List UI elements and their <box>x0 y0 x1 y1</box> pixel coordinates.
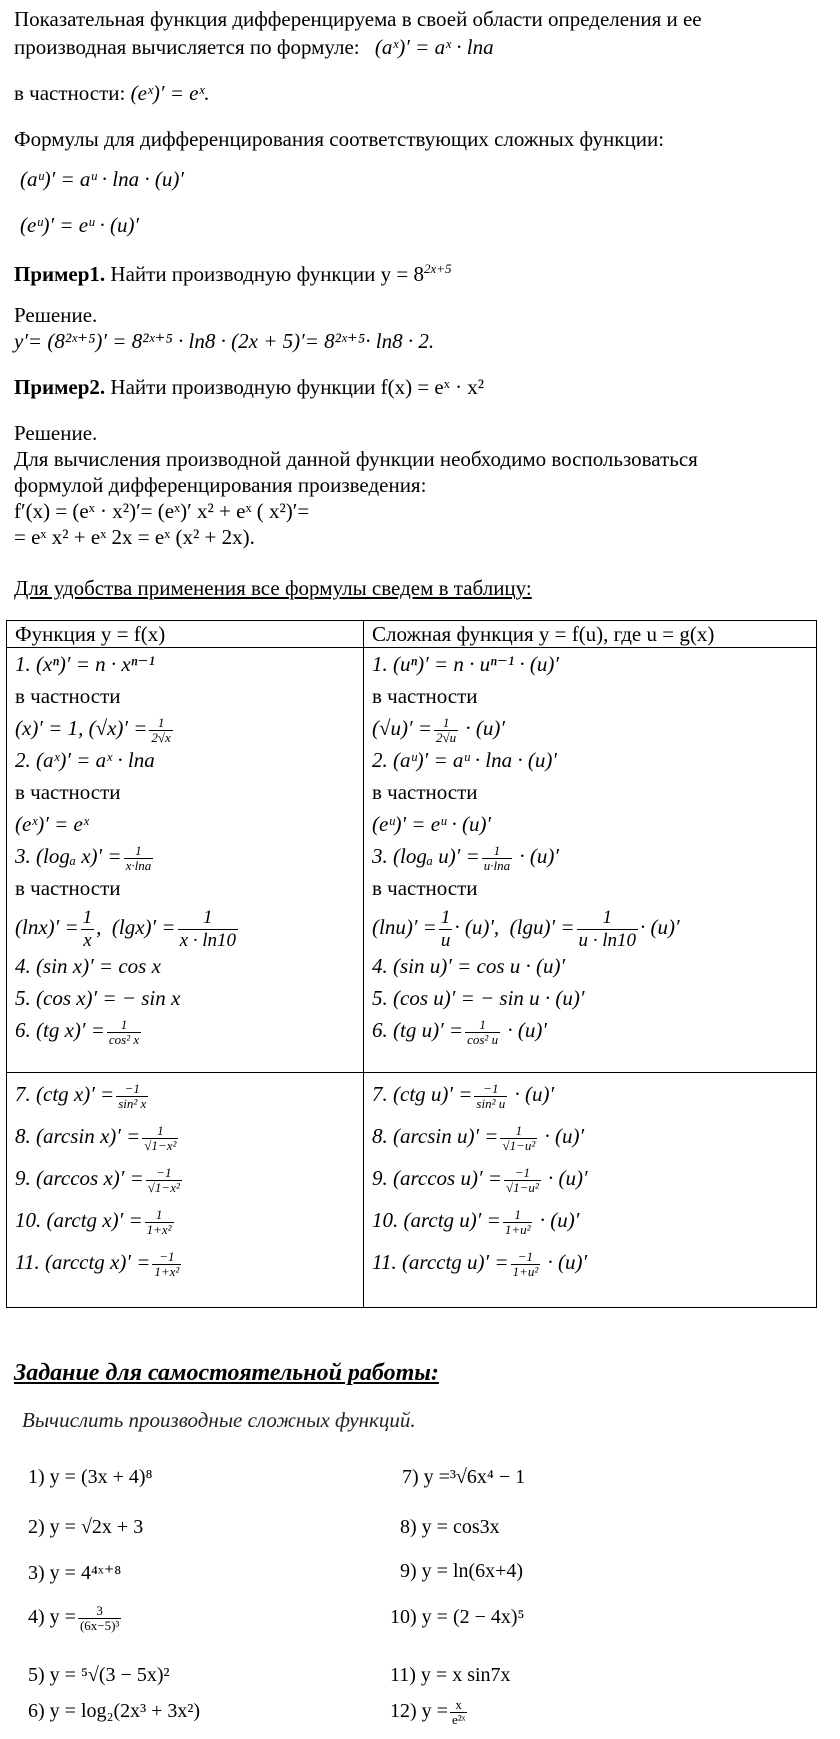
formula-sin-u: 4. (sin u)′ = cos u · (u)′ <box>372 954 566 978</box>
table-cell-left-1 <box>7 648 364 1073</box>
exercise-3: 3) y = 4⁴ˣ⁺⁸ <box>28 1562 122 1584</box>
intro-line1: Показательная функция дифференцируема в своей области определения и ее <box>14 7 702 31</box>
in-particular: в частности <box>15 876 121 900</box>
formula-sin: 4. (sin x)′ = cos x <box>15 954 161 978</box>
example2-s1: Для вычисления производной данной функции необходимо воспользоваться <box>14 447 698 471</box>
formula-ctg-u: 7. (ctg u)′ = $\frac{-1}{\text{sin² u}}$ · (u)′ <box>372 1080 555 1111</box>
formula-power: 1. (xⁿ)′ = n · xⁿ⁻¹ <box>15 652 155 676</box>
formula-power-u: 1. (uⁿ)′ = n · uⁿ⁻¹ · (u)′ <box>372 652 559 676</box>
formula-tg: 6. (tg x)′ = $\frac{1}{\text{cos² x}}$ <box>15 1016 140 1047</box>
example1-solution: y′= (8²ˣ⁺⁵)′ = 8²ˣ⁺⁵ · ln8 · (2x + 5)′= 8²ˣ⁺⁵· ln8 · 2. <box>14 329 435 353</box>
example2-s4: = eˣ x² + eˣ 2x = eˣ (x² + 2x). <box>14 525 255 549</box>
exercise-2: 2) y = √2x + 3 <box>28 1516 144 1538</box>
formula-ctg: 7. (ctg x)′ = $\frac{-1}{\text{sin² x}}$ <box>15 1080 147 1111</box>
formula-exp-a-u: 2. (aᵘ)′ = aᵘ · lna · (u)′ <box>372 748 557 772</box>
in-particular: в частности <box>372 780 478 804</box>
formula-log: 3. (logₐ x)′ = $\frac{1}{x\cdot\ln a}$ <box>15 842 152 873</box>
exercise-6: 6) y = log₂(2x³ + 3x²) <box>28 1700 201 1722</box>
in-particular: в частности <box>15 684 121 708</box>
example1-label: Пример1. <box>14 262 106 286</box>
formula-tg-u: 6. (tg u)′ = $\frac{1}{\text{cos² u}}$ · (u)′ <box>372 1016 547 1047</box>
intro-line3-text: в частности: <box>14 81 126 105</box>
exercise-7: 7) y =³√6x⁴ − 1 <box>402 1466 526 1488</box>
formula-exp-a: 2. (aˣ)′ = aˣ · lna <box>15 748 155 772</box>
intro-line4: Формулы для дифференцирования соответствующих сложных функции: <box>14 127 665 151</box>
exercise-11: 11) y = x sin7x <box>390 1664 511 1686</box>
intro-line2 <box>14 34 494 60</box>
table-intro: Для удобства применения все формулы сведем в таблицу: <box>14 576 532 600</box>
formula-au: (aᵘ)′ = aᵘ · lna · (u)′ <box>20 167 184 191</box>
task-subtitle: Вычислить производные сложных функций. <box>22 1408 416 1432</box>
example1-solution-label: Решение. <box>14 303 98 327</box>
exercise-8: 8) y = cos3x <box>400 1516 500 1538</box>
formula-arcsin-u: 8. (arcsin u)′ = $\frac{1}{\text{√1−u²}}$ · (u)′ <box>372 1122 585 1153</box>
formula-arctg-u: 10. (arctg u)′ = $\frac{1}{\text{1+u²}}$ · (u)′ <box>372 1206 580 1237</box>
in-particular: в частности <box>15 780 121 804</box>
table-cell-right-1 <box>364 648 817 1073</box>
example1-text: Найти производную функции y = 8 <box>105 262 424 286</box>
intro-line2-text: производная вычисляется по формуле: <box>14 35 360 59</box>
exercise-12: 12) y = $\frac{x}{\text{e²ˣ}}$ <box>390 1697 466 1727</box>
derivatives-table <box>6 620 817 1308</box>
table-head-left: Функция y = f(x) <box>7 621 364 648</box>
formula-ln-lg: (lnx)′ = $\frac{1}{x}$ , (lgx)′ = $\frac{1}{x \cdot \ln 10}$ <box>15 906 237 951</box>
table-head-right: Сложная функция y = f(u), где u = g(x) <box>364 621 817 648</box>
example2-solution-label: Решение. <box>14 421 98 445</box>
formula-cos: 5. (cos x)′ = − sin x <box>15 986 181 1010</box>
example2-label: Пример2. <box>14 375 106 399</box>
formula-exp-e: (eˣ)′ = eˣ <box>15 812 89 836</box>
table-cell-left-2 <box>7 1073 364 1308</box>
formula-arctg: 10. (arctg x)′ = $\frac{1}{\text{1+x²}}$ <box>15 1206 172 1237</box>
formula-arcctg-u: 11. (arcctg u)′ = $\frac{-1}{\text{1+u²}}$ · (u)′ <box>372 1248 588 1279</box>
intro-line3 <box>14 80 210 106</box>
example2-s3: f′(x) = (eˣ · x²)′= (eˣ)′ x² + eˣ ( x²)′= <box>14 499 310 523</box>
formula-sqrt-u: (√u)′ = $\frac{1}{2√u}$ · (u)′ <box>372 714 506 745</box>
example1-exp: 2x+5 <box>423 261 452 276</box>
formula-sqrt: (x)′ = 1, (√x)′ = $\frac{1}{2√x}$ <box>15 714 171 745</box>
example1-task <box>14 256 452 287</box>
in-particular: в частности <box>372 876 478 900</box>
formula-exp-e-u: (eᵘ)′ = eᵘ · (u)′ <box>372 812 492 836</box>
formula-cos-u: 5. (cos u)′ = − sin u · (u)′ <box>372 986 585 1010</box>
exercise-5: 5) y = ⁵√(3 − 5x)² <box>28 1664 170 1686</box>
example2-s2: формулой дифференцирования произведения: <box>14 473 427 497</box>
formula-eu: (eᵘ)′ = eᵘ · (u)′ <box>20 213 140 237</box>
intro-line3-formula: (eˣ)′ = eˣ. <box>130 81 210 105</box>
exercise-9: 9) y = ln(6x+4) <box>400 1560 524 1582</box>
formula-arcsin: 8. (arcsin x)′ = $\frac{1}{\text{√1−x²}}$ <box>15 1122 177 1153</box>
exercise-1: 1) y = (3x + 4)⁸ <box>28 1466 153 1488</box>
formula-arccos: 9. (arccos x)′ = $\frac{-1}{\text{√1−x²}}$ <box>15 1164 180 1195</box>
formula-arccos-u: 9. (arccos u)′ = $\frac{-1}{\text{√1−u²}}$ · (u)′ <box>372 1164 588 1195</box>
intro-line2-formula: (aˣ)′ = aˣ · lna <box>374 35 494 59</box>
in-particular: в частности <box>372 684 478 708</box>
formula-arcctg: 11. (arcctg x)′ = $\frac{-1}{\text{1+x²}}$ <box>15 1248 180 1279</box>
example2-task <box>14 374 484 400</box>
formula-ln-lg-u: (lnu)′ = $\frac{1}{u}$ · (u)′, (lgu)′ = $\frac{1}{u \cdot \ln 10}$ · (u)′ <box>372 906 680 951</box>
exercise-4: 4) y = $\frac{3}{\text{(6x−5)³}}$ <box>28 1603 120 1633</box>
table-cell-right-2 <box>364 1073 817 1308</box>
formula-log-u: 3. (logₐ u)′ = $\frac{1}{u\cdot\ln a}$ · (u)′ <box>372 842 559 873</box>
exercise-10: 10) y = (2 − 4x)⁵ <box>390 1606 525 1628</box>
task-title: Задание для самостоятельной работы: <box>14 1360 439 1386</box>
example2-text: Найти производную функции f(x) = eˣ · x² <box>105 375 485 399</box>
